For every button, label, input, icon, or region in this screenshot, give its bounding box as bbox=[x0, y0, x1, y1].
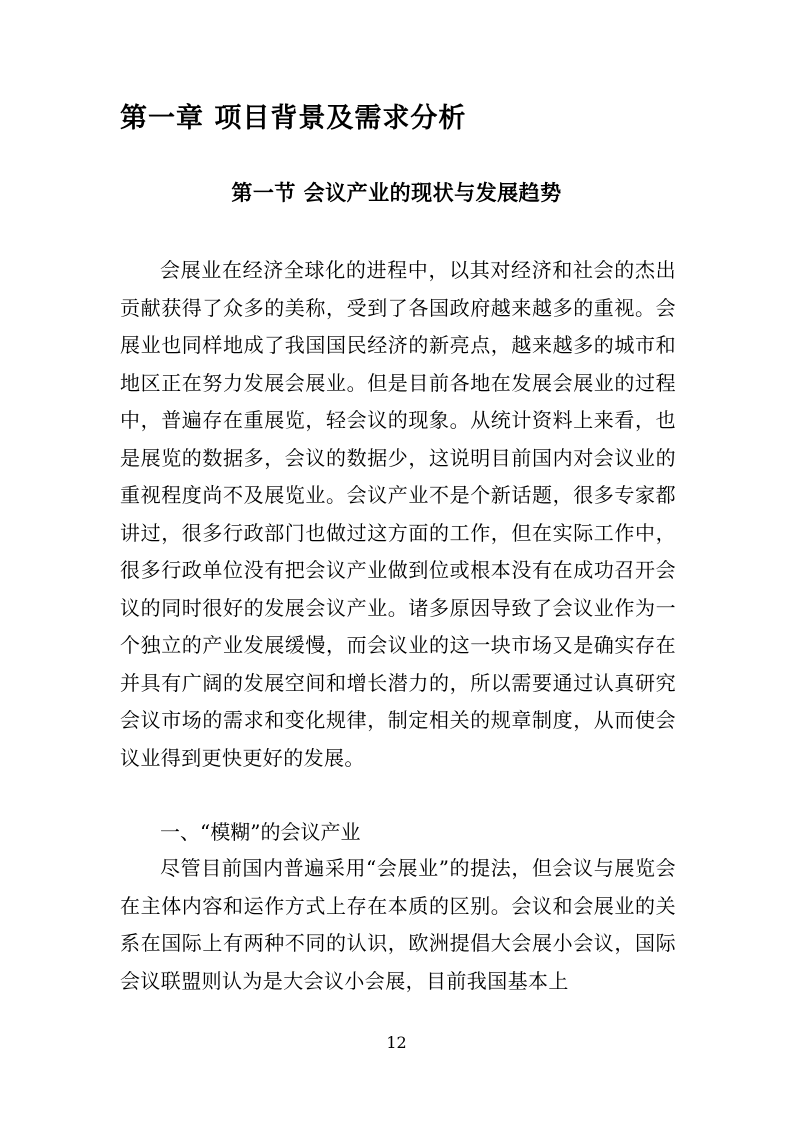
body-paragraph-2: 尽管目前国内普遍采用“会展业”的提法，但会议与展览会在主体内容和运作方式上存在本质的区别。会议和会展业的关系在国际上有两种不同的认识，欧洲提倡大会展小会议，国际会议联盟则认为是大会议小会展，目前我国基本上 bbox=[120, 856, 676, 993]
subsection-heading: 一、“模糊”的会议产业 bbox=[160, 820, 361, 844]
chapter-title: 第一章 项目背景及需求分析 bbox=[120, 103, 467, 134]
body-paragraph: 会展业在经济全球化的进程中，以其对经济和社会的杰出贡献获得了众多的美称，受到了各国政府越来越多的重视。会展业也同样地成了我国国民经济的新亮点，越来越多的城市和地区正在努力发展会展业。但是目前各地在发展会展业的过程中，普遍存在重展览，轻会议的现象。从统计资料上来看，也是展览的数据多，会议的数据少，这说明目前国内对会议业的重视程度尚不及展览业。会议产业不是个新话题，很多专家都讲过，很多行政部门也做过这方面的工作，但在实际工作中，很多行政单位没有把会议产业做到位或根本没有在成功召开会议的同时很好的发展会议产业。诸多原因导致了会议业作为一个独立的产业发展缓慢，而会议业的这一块市场又是确实存在并具有广阔的发展空间和增长潜力的，所以需要通过认真研究会议市场的需求和变化规律，制定相关的规章制度，从而使会议业得到更快更好的发展。 bbox=[120, 258, 676, 770]
section-title: 第一节 会议产业的现状与发展趋势 bbox=[231, 181, 562, 205]
page-number: 12 bbox=[386, 1033, 407, 1052]
